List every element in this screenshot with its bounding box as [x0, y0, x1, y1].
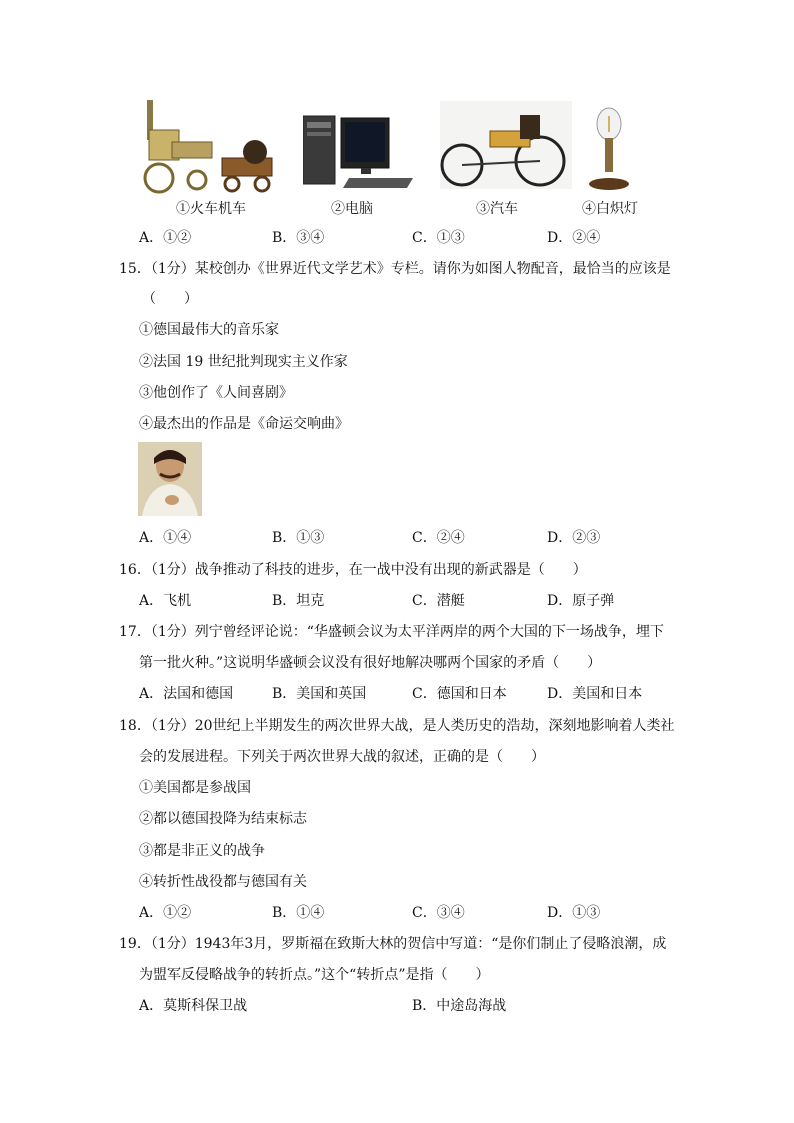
q19-option-a[interactable]: A．莫斯科保卫战 [139, 998, 248, 1014]
caption-light-bulb: ④白炽灯 [582, 201, 638, 217]
q16-option-a[interactable]: A．飞机 [139, 593, 192, 609]
q18-option-a[interactable]: A．①② [139, 905, 192, 921]
caption-locomotive: ①火车机车 [176, 201, 246, 217]
q19-stem-line1: 19．（1分）1943年3月，罗斯福在致斯大林的贺信中写道：“是你们制止了侵略浪潮，成 [119, 936, 667, 952]
q14-option-c[interactable]: C．①③ [412, 230, 465, 246]
light-bulb-image [585, 102, 633, 192]
q18-item-4: ④转折性战役都与德国有关 [139, 874, 307, 890]
q15-stem-line1: 15．（1分）某校创办《世界近代文学艺术》专栏。请你为如图人物配音，最恰当的应该是 [119, 261, 671, 277]
q19-stem-line2: 为盟军反侵略战争的转折点。”这个“转折点”是指（ ） [139, 967, 490, 983]
q17-stem-line2: 第一批火种。”这说明华盛顿会议没有很好地解决哪两个国家的矛盾（ ） [139, 655, 602, 671]
q17-option-b[interactable]: B．美国和英国 [272, 686, 367, 702]
q14-option-d[interactable]: D．②④ [547, 230, 601, 246]
q18-option-d[interactable]: D．①③ [547, 905, 601, 921]
q15-option-b[interactable]: B．①③ [272, 530, 325, 546]
q14-option-b[interactable]: B．③④ [272, 230, 325, 246]
q18-item-1: ①美国都是参战国 [139, 780, 251, 796]
caption-computer: ②电脑 [331, 201, 373, 217]
q18-item-2: ②都以德国投降为结束标志 [139, 811, 307, 827]
caption-car: ③汽车 [476, 201, 518, 217]
q16-option-d[interactable]: D．原子弹 [547, 593, 615, 609]
q15-item-4: ④最杰出的作品是《命运交响曲》 [139, 416, 349, 432]
q18-item-3: ③都是非正义的战争 [139, 843, 265, 859]
q18-option-c[interactable]: C．③④ [412, 905, 465, 921]
locomotive-image [137, 100, 277, 195]
q17-option-d[interactable]: D．美国和日本 [547, 686, 643, 702]
q17-stem-line1: 17．（1分）列宁曾经评论说：“华盛顿会议为太平洋两岸的两个大国的下一场战争，埋下 [119, 624, 664, 640]
q15-option-c[interactable]: C．②④ [412, 530, 465, 546]
q17-option-c[interactable]: C．德国和日本 [412, 686, 507, 702]
q19-option-b[interactable]: B．中途岛海战 [412, 998, 507, 1014]
q15-stem-line2: （ ） [142, 291, 198, 307]
computer-image [303, 114, 415, 190]
q18-option-b[interactable]: B．①④ [272, 905, 325, 921]
q16-stem: 16．（1分）战争推动了科技的进步，在一战中没有出现的新武器是（ ） [119, 562, 587, 578]
car-image [440, 101, 572, 189]
q15-item-3: ③他创作了《人间喜剧》 [139, 385, 293, 401]
portrait-image [138, 442, 202, 516]
q16-option-b[interactable]: B．坦克 [272, 593, 325, 609]
q18-stem-line2: 会的发展进程。下列关于两次世界大战的叙述，正确的是（ ） [139, 749, 545, 765]
q15-option-d[interactable]: D．②③ [547, 530, 601, 546]
q16-option-c[interactable]: C．潜艇 [412, 593, 465, 609]
q14-option-a[interactable]: A．①② [139, 230, 192, 246]
q15-option-a[interactable]: A．①④ [139, 530, 192, 546]
q15-item-1: ①德国最伟大的音乐家 [139, 322, 279, 338]
q15-item-2: ②法国 19 世纪批判现实主义作家 [139, 354, 348, 370]
q18-stem-line1: 18．（1分）20世纪上半期发生的两次世界大战，是人类历史的浩劫，深刻地影响着人类社 [119, 718, 675, 734]
q17-option-a[interactable]: A．法国和德国 [139, 686, 234, 702]
